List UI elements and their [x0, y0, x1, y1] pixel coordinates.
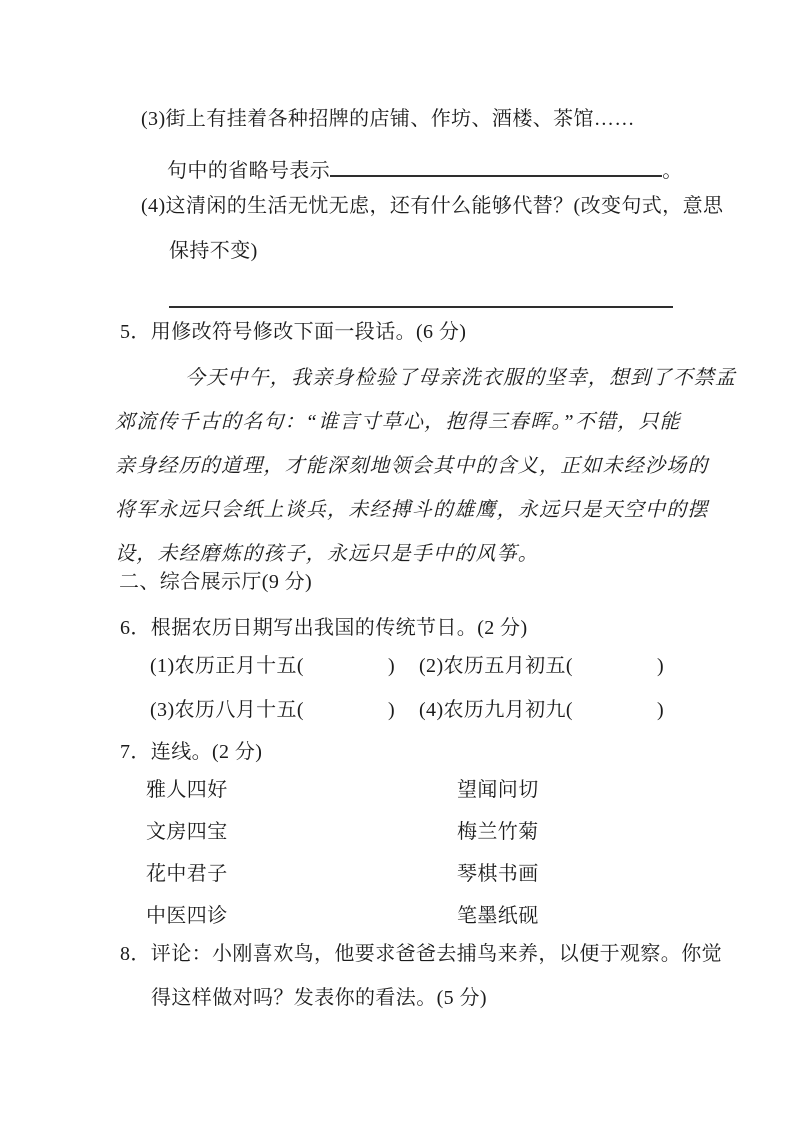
q8-text-line2: 得这样做对吗？发表你的看法。(5 分) [151, 987, 487, 1009]
q8-text-line1: 8．评论：小刚喜欢鸟，他要求爸爸去捕鸟来养，以便于观察。你觉 [120, 943, 722, 965]
q4-item3-sentence: (3)街上有挂着各种招牌的店铺、作坊、酒楼、茶馆…… [141, 108, 635, 130]
q7-left-item-2: 文房四宝 [146, 821, 228, 843]
q6-item-2-label: (2)农历五月初五( [419, 655, 573, 677]
q6-item-2-close-paren: ) [656, 655, 665, 677]
q6-item-3 [150, 698, 395, 722]
q6-item-1 [150, 654, 395, 678]
q5-paragraph-line-3: 亲身经历的道理，才能深刻地领会其中的含义，正如未经沙场的 [115, 455, 709, 477]
q5-paragraph-line-2: 郊流传千古的名句：“谁言寸草心，抱得三春晖。”不错，只能 [115, 411, 681, 433]
q6-item-4-close-paren: ) [656, 699, 665, 721]
q7-right-item-1: 望闻问切 [457, 779, 539, 801]
q6-item-1-close-paren: ) [387, 655, 396, 677]
q5-paragraph-line-1: 今天中午，我亲身检验了母亲洗衣服的坚幸，想到了不禁孟 [185, 367, 737, 389]
q7-right-item-2: 梅兰竹菊 [457, 821, 539, 843]
q7-right-item-3: 琴棋书画 [457, 863, 539, 885]
q5-paragraph-line-4: 将军永远只会纸上谈兵，未经搏斗的雄鹰，永远只是天空中的摆 [115, 499, 709, 521]
q4-item3-period: 。 [662, 160, 683, 182]
q6-item-1-label: (1)农历正月十五( [150, 655, 304, 677]
q4-item3-prompt: 句中的省略号表示 [167, 160, 331, 182]
q4-item3-answer-blank [330, 157, 662, 177]
q7-left-item-4: 中医四诊 [146, 905, 228, 927]
q7-title: 7．连线。(2 分) [120, 741, 263, 763]
q6-item-2 [419, 654, 664, 678]
q6-item-3-close-paren: ) [387, 699, 396, 721]
q4-item4-sentence-line2: 保持不变) [169, 240, 258, 262]
q4-item3-answer-row [167, 157, 683, 183]
q6-title: 6．根据农历日期写出我国的传统节日。(2 分) [120, 617, 528, 639]
q7-left-item-1: 雅人四好 [146, 779, 228, 801]
q5-paragraph-line-5: 设，未经磨炼的孩子，永远只是手中的风筝。 [115, 543, 539, 565]
q4-item4-sentence-line1: (4)这清闲的生活无忧无虑，还有什么能够代替？(改变句式，意思 [141, 195, 724, 217]
q6-item-4-label: (4)农历九月初九( [419, 699, 573, 721]
q7-left-item-3: 花中君子 [146, 863, 228, 885]
q5-title: 5．用修改符号修改下面一段话。(6 分) [120, 321, 467, 343]
q4-item4-answer-line [169, 284, 673, 308]
q6-item-4 [419, 698, 664, 722]
q6-item-3-label: (3)农历八月十五( [150, 699, 304, 721]
section2-heading: 二、综合展示厅(9 分) [119, 571, 313, 593]
q7-right-item-4: 笔墨纸砚 [457, 905, 539, 927]
